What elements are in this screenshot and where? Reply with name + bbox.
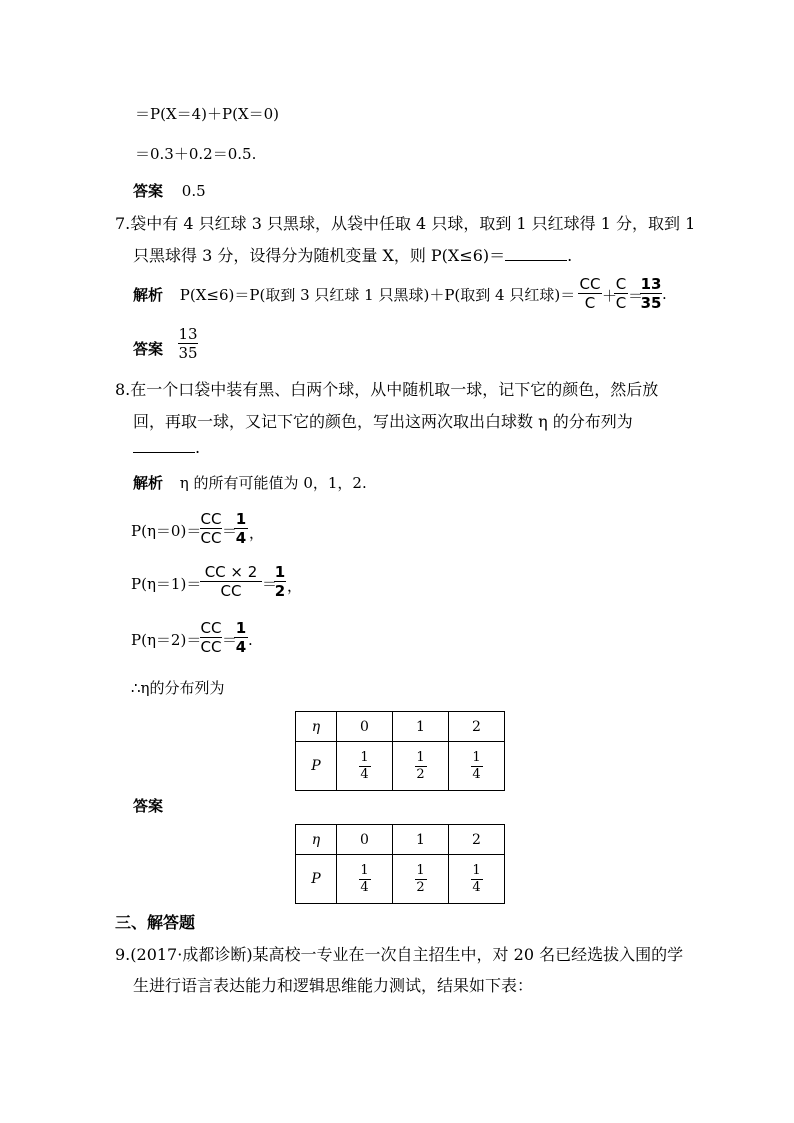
fraction-jx7-3: 13 35 bbox=[640, 275, 662, 312]
fraction-p0-1: CC CC bbox=[200, 510, 222, 547]
answer-8-label: 答案 bbox=[133, 797, 164, 815]
table-header-cell: 0 bbox=[337, 825, 393, 855]
answer-6 bbox=[133, 180, 206, 201]
question-8-line-2: 回，再取一球，又记下它的颜色，写出这两次取出白球数 η 的分布列为 bbox=[133, 412, 633, 431]
answer-blank bbox=[133, 438, 195, 453]
period: . bbox=[248, 631, 253, 649]
table-cell: $\frac{1}{4}$ bbox=[449, 742, 505, 791]
equals-sign: ＝ bbox=[262, 575, 278, 593]
fraction-p1-1: CC × 2 CC bbox=[200, 563, 262, 600]
table-header-cell: 2 bbox=[449, 825, 505, 855]
table-header-cell: 2 bbox=[449, 712, 505, 742]
solution-label: 解析 bbox=[133, 474, 164, 492]
question-7-line-2: 只黑球得 3 分，设得分为随机变量 X，则 P(X≤6)＝ . bbox=[133, 246, 573, 265]
table-header-cell: η bbox=[296, 712, 337, 742]
table-header-cell: 1 bbox=[393, 712, 449, 742]
distribution-intro: ∴η的分布列为 bbox=[131, 679, 225, 697]
table-cell: $\frac{1}{4}$ bbox=[337, 742, 393, 791]
equals-sign: ＝ bbox=[222, 631, 238, 649]
answer-7-fraction: 13 35 bbox=[178, 325, 198, 362]
table-cell: $\frac{1}{2}$ bbox=[393, 742, 449, 791]
fraction-jx7-1: CC C bbox=[579, 275, 601, 312]
fraction-jx7-2: C C bbox=[615, 275, 627, 312]
table-cell: $\frac{1}{2}$ bbox=[393, 855, 449, 904]
comma: ， bbox=[287, 577, 303, 595]
solution-label: 解析 bbox=[133, 286, 164, 304]
fraction-p0-2: 1 4 bbox=[235, 510, 247, 547]
equation-line-2: ＝0.3＋0.2＝0.5. bbox=[135, 145, 257, 163]
p-eta-1-label: P(η＝1)＝ bbox=[131, 575, 202, 593]
question-8-line-1: 8.在一个口袋中装有黑、白两个球，从中随机取一球，记下它的颜色，然后放 bbox=[115, 380, 659, 399]
comma: ， bbox=[249, 524, 265, 542]
answer-value: 0.5 bbox=[181, 182, 206, 200]
distribution-table bbox=[295, 711, 505, 791]
plus-sign: ＋ bbox=[602, 287, 618, 305]
solution-8 bbox=[133, 472, 367, 493]
p-eta-0-label: P(η＝0)＝ bbox=[131, 522, 202, 540]
table-header-cell: 1 bbox=[393, 825, 449, 855]
table-header-cell: η bbox=[296, 825, 337, 855]
question-7-line-1: 7.袋中有 4 只红球 3 只黑球，从袋中任取 4 只球，取到 1 只红球得 1 分，取到 1 bbox=[115, 214, 696, 233]
answer-label: 答案 bbox=[133, 182, 164, 200]
equals-sign: ＝ bbox=[222, 522, 238, 540]
table-row-label: P bbox=[296, 742, 337, 791]
solution-text: η 的所有可能值为 0，1，2. bbox=[179, 474, 367, 492]
fraction-p2-2: 1 4 bbox=[235, 619, 247, 656]
p-eta-2-label: P(η＝2)＝ bbox=[131, 631, 202, 649]
answer-distribution-table bbox=[295, 824, 505, 904]
question-9-line-1: 9.(2017·成都诊断)某高校一专业在一次自主招生中，对 20 名已经选拔入围的学 bbox=[115, 945, 684, 964]
fraction-p2-1: CC CC bbox=[200, 619, 222, 656]
table-cell: $\frac{1}{4}$ bbox=[337, 855, 393, 904]
table-header-cell: 0 bbox=[337, 712, 393, 742]
table-row-label: P bbox=[296, 855, 337, 904]
equals-sign: ＝ bbox=[628, 287, 644, 305]
question-9-line-2: 生进行语言表达能力和逻辑思维能力测试，结果如下表： bbox=[133, 976, 534, 995]
solution-text: P(X≤6)＝P(取到 3 只红球 1 只黑球)＋P(取到 4 只红球)＝ bbox=[179, 286, 576, 304]
answer-blank bbox=[505, 246, 567, 261]
fraction-p1-2: 1 2 bbox=[274, 563, 286, 600]
solution-7 bbox=[133, 284, 575, 305]
table-cell: $\frac{1}{4}$ bbox=[449, 855, 505, 904]
question-8-line-3: . bbox=[133, 438, 200, 457]
period: . bbox=[662, 285, 667, 303]
section-heading: 三、解答题 bbox=[115, 913, 196, 932]
answer-7-label: 答案 bbox=[133, 340, 164, 358]
equation-line-1: ＝P(X＝4)＋P(X＝0) bbox=[135, 105, 280, 123]
